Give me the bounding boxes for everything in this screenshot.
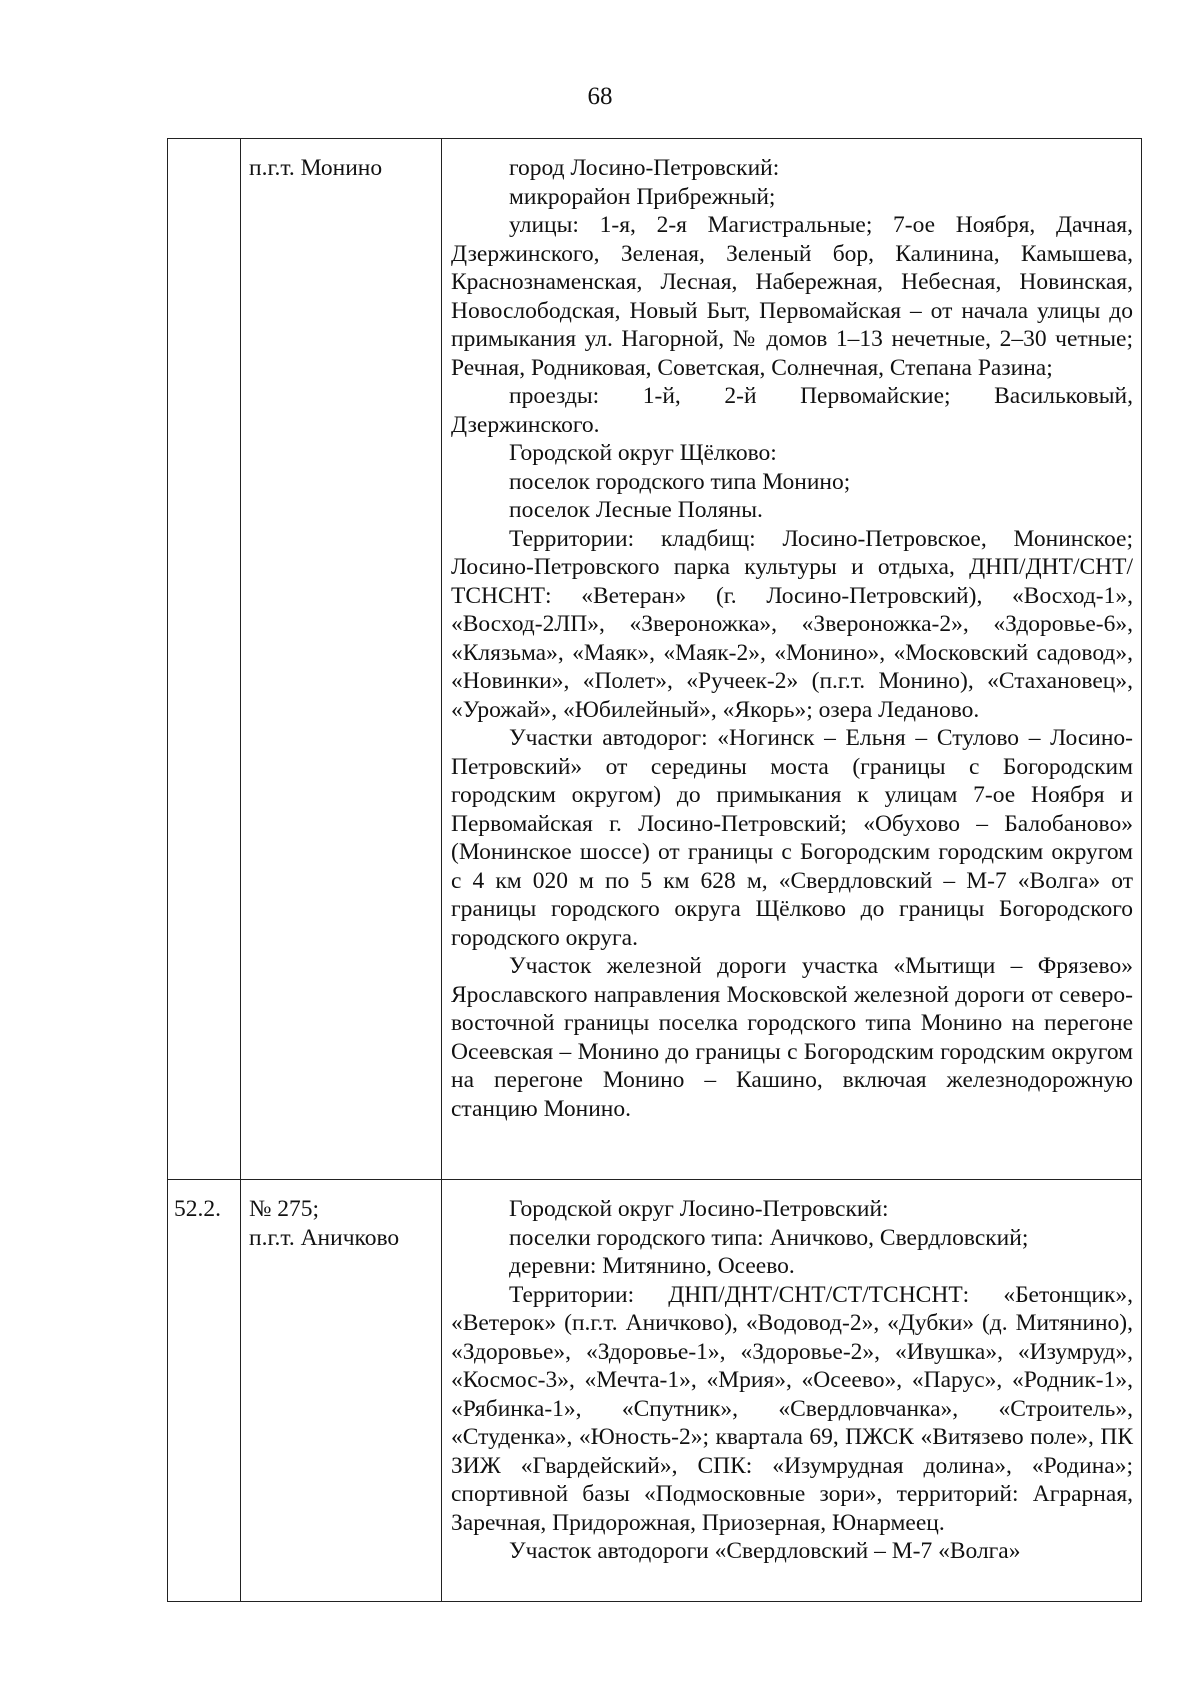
district-description-cell [442, 1180, 1142, 1602]
passages-paragraph: проезды: 1-й, 2-й Первомайские; Васильковый, Дзержинского. [451, 383, 1133, 438]
district-name-cell [241, 139, 442, 1180]
territories-paragraph: Территории: кладбищ: Лосино-Петровское, Монинское; Лосино-Петровского парка культуры и отдыха, ДНП/ДНТ/СНТ/ТСНСНТ: «Ветеран» (г. Лосино-Петровский), «Восход-1», «Восход-2ЛП», «Звероножка», «Звероножка-2», «Здоровье-6», «Клязьма», «Маяк», «Маяк-2», «Монино», «Московский садовод», «Новинки», «Полет», «Ручеек-2» (п.г.т. Монино), «Стахановец», «Урожай», «Юбилейный», «Якорь»; озера Леданово. [451, 525, 1133, 723]
settlement-line: поселки городского типа: Аничково, Свердловский; [509, 1224, 1029, 1251]
district-description-cell [442, 139, 1142, 1180]
railway-paragraph: Участок железной дороги участка «Мытищи – Фрязево» Ярославского направления Московской железной дороги от северо-восточной границы поселка городского типа Монино на перегоне Осеевская – Монино до границы с Богородским городским округом на перегоне Монино – Кашино, включая железнодорожную станцию Монино. [451, 953, 1133, 1122]
city-heading: город Лосино-Петровский: [509, 155, 780, 181]
row-number-cell [168, 139, 241, 1180]
table-row [168, 139, 1142, 1180]
settlement-line: поселок Лесные Поляны. [509, 497, 763, 523]
row-number-cell: 52.2. [168, 1180, 241, 1602]
district-heading: Городской округ Щёлково: [509, 440, 777, 466]
page-number: 68 [587, 83, 613, 110]
district-name: п.г.т. Монино [249, 155, 383, 181]
district-heading: Городской округ Лосино-Петровский: [509, 1196, 889, 1222]
table-row [168, 1180, 1142, 1602]
territories-paragraph: Территории: ДНП/ДНТ/СНТ/СТ/ТСНСНТ: «Бетонщик», «Ветерок» (п.г.т. Аничково), «Водовод-2», «Дубки» (д. Митянино), «Здоровье», «Здоровье-1», «Здоровье-2», «Ивушка», «Изумруд», «Космос-3», «Мечта-1», «Мрия», «Осеево», «Парус», «Родник-1», «Рябинка-1», «Спутник», «Свердловчанка», «Строитель», «Студенка», «Юность-2»; квартала 69, ПЖСК «Витязево поле», ПК ЗИЖ «Гвардейский», СПК: «Изумрудная долина», «Родина»; спортивной базы «Подмосковные зори», территорий: Аграрная, Заречная, Придорожная, Приозерная, Юнармеец. [451, 1281, 1133, 1536]
roads-paragraph: Участок автодороги «Свердловский – М-7 «Волга» [509, 1538, 1021, 1564]
district-name-cell [241, 1180, 442, 1602]
district-name: п.г.т. Аничково [249, 1224, 400, 1251]
roads-paragraph: Участки автодорог: «Ногинск – Ельня – Стулово – Лосино-Петровский» от середины моста (границы с Богородским городским округом) до примыкания к улицам 7-ое Ноября и Первомайская г. Лосино-Петровский; «Обухово – Балобаново» (Монинское шоссе) от границы с Богородским городским округом с 4 км 020 м по 5 км 628 м, «Свердловский – М-7 «Волга» от границы городского округа Щёлково до границы Богородского городского округа. [451, 725, 1133, 951]
districts-table [167, 138, 1142, 1602]
streets-paragraph: улицы: 1-я, 2-я Магистральные; 7-ое Ноября, Дачная, Дзержинского, Зеленая, Зеленый бор, Калинина, Камышева, Краснознаменская, Лесная, Набережная, Небесная, Новинская, Новослободская, Новый Быт, Первомайская – от начала улицы до примыкания ул. Нагорной, № домов 1–13 нечетные, 2–30 четные; Речная, Родниковая, Советская, Солнечная, Степана Разина; [451, 212, 1133, 381]
microdistrict-line: микрорайон Прибрежный; [509, 183, 776, 210]
settlement-line: поселок городского типа Монино; [509, 468, 851, 495]
villages-line: деревни: Митянино, Осеево. [509, 1253, 795, 1279]
district-number: № 275; [249, 1196, 320, 1222]
